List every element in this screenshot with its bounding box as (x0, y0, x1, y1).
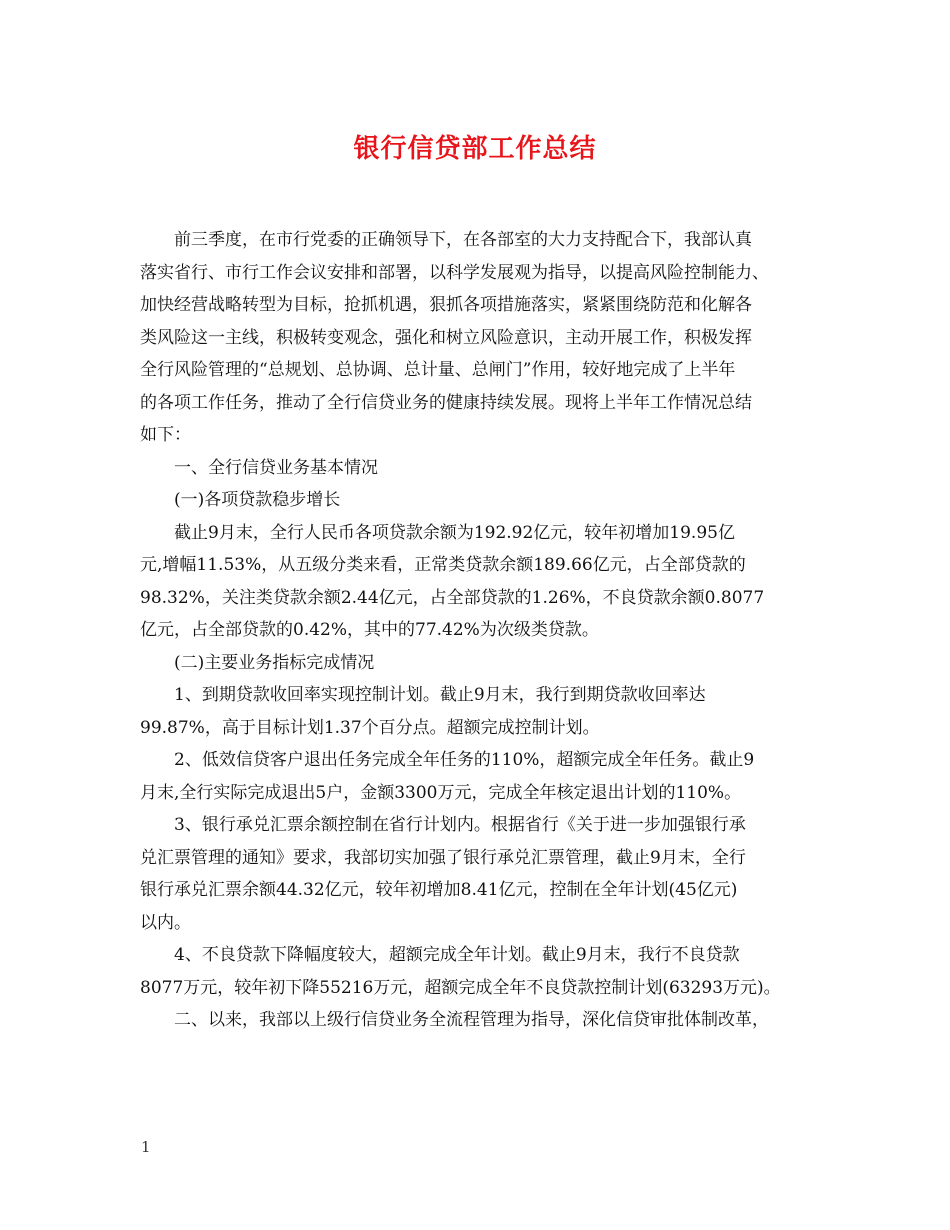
text-line: 如下： (140, 425, 191, 445)
text-line: 一、全行信贷业务基本情况 (140, 457, 378, 478)
text-line: 元,增幅11.53%，从五级分类来看，正常类贷款余额189.66亿元，占全部贷款的 (140, 555, 746, 575)
page-title: 银行信贷部工作总结 (353, 134, 597, 164)
document-body (140, 224, 830, 1037)
text-line: 月末,全行实际完成退出5户，金额3300万元，完成全年核定退出计划的110%。 (140, 782, 742, 803)
text-line: (二)主要业务指标完成情况 (140, 652, 375, 673)
text-line: 3、银行承兑汇票余额控制在省行计划内。根据省行《关于进一步加强银行承 (140, 815, 746, 835)
text-line: 全行风险管理的“总规划、总协调、总计量、总闸门”作用，较好地完成了上半年 (140, 360, 736, 380)
text-line: 兑汇票管理的通知》要求，我部切实加强了银行承兑汇票管理，截止9月末，全行 (140, 847, 746, 868)
text-line: 银行承兑汇票余额44.32亿元，较年初增加8.41亿元，控制在全年计划(45亿元) (140, 880, 738, 900)
text-line: 8077万元，较年初下降55216万元，超额完成全年不良贷款控制计划(63293万元)。 (140, 977, 781, 998)
text-line: 前三季度，在市行党委的正确领导下，在各部室的大力支持配合下，我部认真 (140, 230, 752, 250)
text-line: 以内。 (140, 912, 191, 933)
text-line: 落实省行、市行工作会议安排和部署，以科学发展观为指导，以提高风险控制能力、 (140, 262, 769, 283)
text-line: 加快经营战略转型为目标，抢抓机遇，狠抓各项措施落实，紧紧围绕防范和化解各 (140, 295, 752, 315)
text-line: 98.32%，关注类贷款余额2.44亿元，占全部贷款的1.26%，不良贷款余额0.8077 (140, 587, 765, 608)
text-line: 的各项工作任务，推动了全行信贷业务的健康持续发展。现将上半年工作情况总结 (140, 392, 752, 413)
text-line: 亿元，占全部贷款的0.42%，其中的77.42%为次级类贷款。 (140, 620, 599, 640)
text-line: 99.87%，高于目标计划1.37个百分点。超额完成控制计划。 (140, 717, 600, 738)
page-number: 1 (141, 1138, 151, 1156)
text-line: 截止9月末，全行人民币各项贷款余额为192.92亿元，较年初增加19.95亿 (140, 522, 735, 543)
text-line: 4、不良贷款下降幅度较大，超额完成全年计划。截止9月末，我行不良贷款 (140, 945, 740, 965)
text-line: 二、以来，我部以上级行信贷业务全流程管理为指导，深化信贷审批体制改革， (140, 1010, 769, 1030)
text-line: 类风险这一主线，积极转变观念，强化和树立风险意识，主动开展工作，积极发挥 (140, 327, 752, 348)
text-line: 1、到期贷款收回率实现控制计划。截止9月末，我行到期贷款收回率达 (140, 685, 706, 705)
text-line: 2、低效信贷客户退出任务完成全年任务的110%，超额完成全年任务。截止9 (140, 750, 755, 770)
text-line: (一)各项贷款稳步增长 (140, 490, 341, 510)
